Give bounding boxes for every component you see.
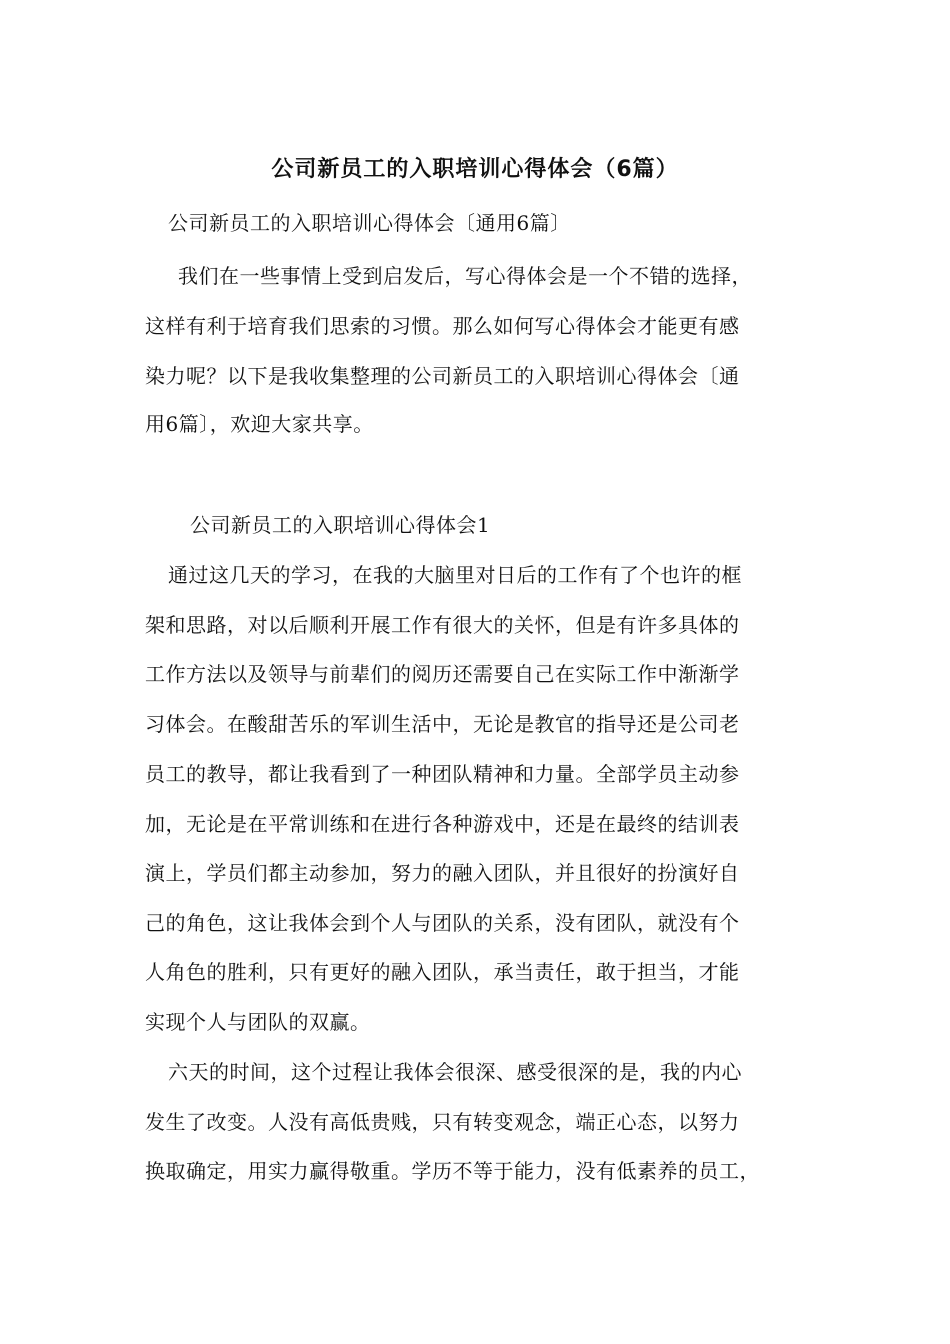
paragraph-line: 换取确定，用实力赢得敬重。学历不等于能力，没有低素养的员工， bbox=[145, 1159, 760, 1183]
intro-line: 染力呢？以下是我收集整理的公司新员工的入职培训心得体会〔通 bbox=[145, 364, 740, 388]
paragraph-line: 演上，学员们都主动参加，努力的融入团队，并且很好的扮演好自 bbox=[145, 861, 740, 885]
paragraph-line: 人角色的胜利，只有更好的融入团队，承当责任，敢于担当，才能 bbox=[145, 960, 740, 984]
paragraph-line: 发生了改变。人没有高低贵贱，只有转变观念，端正心态，以努力 bbox=[145, 1110, 740, 1134]
paragraph-line: 架和思路，对以后顺利开展工作有很大的关怀，但是有许多具体的 bbox=[145, 613, 740, 637]
paragraph-line: 习体会。在酸甜苦乐的军训生活中，无论是教官的指导还是公司老 bbox=[145, 712, 740, 736]
paragraph-line: 实现个人与团队的双赢。 bbox=[145, 1010, 371, 1034]
paragraph-line: 己的角色，这让我体会到个人与团队的关系，没有团队，就没有个 bbox=[145, 911, 740, 935]
document-title: 公司新员工的入职培训心得体会（6篇） bbox=[271, 157, 679, 182]
paragraph-line: 工作方法以及领导与前辈们的阅历还需要自己在实际工作中渐渐学 bbox=[145, 662, 740, 686]
intro-line: 这样有利于培育我们思索的习惯。那么如何写心得体会才能更有感 bbox=[145, 314, 740, 338]
document-subtitle: 公司新员工的入职培训心得体会〔通用6篇〕 bbox=[168, 211, 571, 235]
paragraph-line: 六天的时间，这个过程让我体会很深、感受很深的是，我的内心 bbox=[168, 1060, 742, 1084]
paragraph-line: 员工的教导，都让我看到了一种团队精神和力量。全部学员主动参 bbox=[145, 762, 740, 786]
paragraph-line: 通过这几天的学习，在我的大脑里对日后的工作有了个也许的框 bbox=[168, 563, 742, 587]
intro-line: 我们在一些事情上受到启发后，写心得体会是一个不错的选择， bbox=[178, 264, 752, 288]
paragraph-line: 加，无论是在平常训练和在进行各种游戏中，还是在最终的结训表 bbox=[145, 812, 740, 836]
section-heading: 公司新员工的入职培训心得体会1 bbox=[190, 513, 491, 537]
intro-line: 用6篇〕，欢迎大家共享。 bbox=[145, 412, 374, 436]
